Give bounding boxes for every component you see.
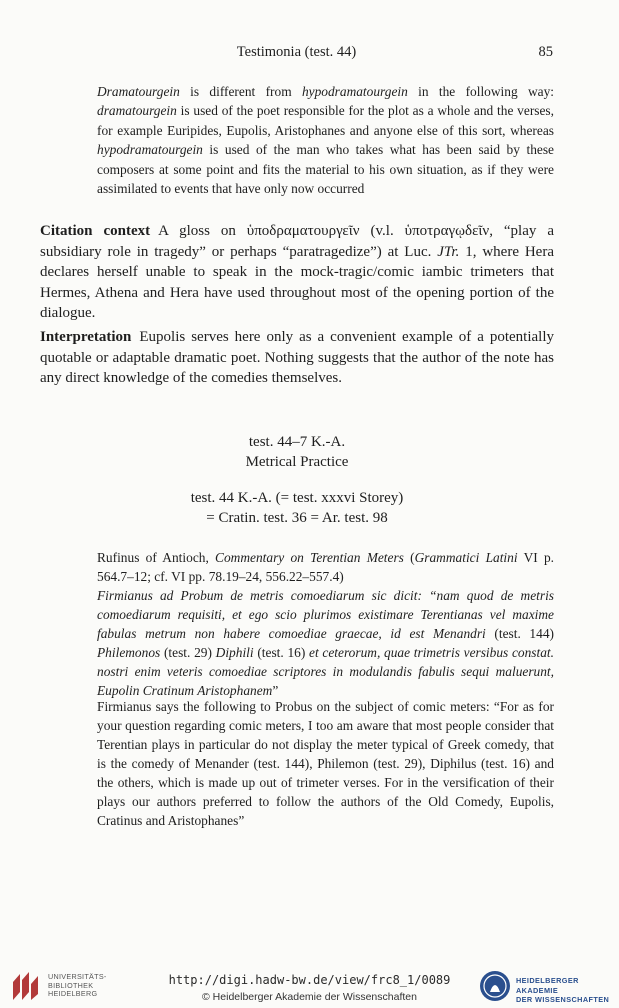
fragment-translation: Firmianus says the following to Probus on the subject of comic meters: “For as for your question regarding comic meters, I too am aware that most people consider that Terentian plays in particular do not display the meter typical of Greek comedy, that is the comedy of Menander (test. 144), Philemon (test. 29), Diphilus (test. 16) and the others, which is made up out of trimeter verses. For in the versification of their plays our authors preferred to follow the authors of the Old Comedy, Eupolis, Cratinus and Aristophanes” (97, 699, 554, 828)
source-paren: ( (403, 550, 415, 565)
academy-logo-icon (479, 970, 511, 1002)
latin-text: Diphili (215, 645, 254, 660)
academy-name-line: DER WISSENSCHAFTEN (516, 995, 610, 1004)
running-title: Testimonia (test. 44) (236, 44, 357, 60)
library-name-line: HEIDELBERG (48, 989, 98, 998)
latin-text: Firmianus ad Probum de metris comoediarum sic dicit: “nam quod de metris comoediarum requisiti, et ego scio plurimos existimare Terentianas vel maxime fabulas metrum non habere comoediae graecae, id est Menandri (97, 588, 554, 641)
quote-text: in the following way: (407, 84, 554, 99)
source-collection: Grammatici Latini (414, 550, 518, 565)
academy-name (516, 976, 619, 1005)
page-number: 85 (538, 44, 553, 60)
latin-reference: (test. 16) (253, 645, 310, 660)
page-header (40, 44, 553, 66)
library-name-line: UNIVERSITÄTS- (48, 972, 107, 981)
citation-text: A gloss on ὑποδραματουργεῖν (v.l. ὑποτραγῳδεῖν, “play a subsidiary role in tragedy” or perhaps “paratragedize”) at Luc. (40, 223, 554, 260)
citation-context-section (40, 221, 554, 324)
test-number: test. 44 K.-A. (= test. xxxvi Storey) (190, 490, 404, 506)
academy-name-line: HEIDELBERGER AKADEMIE (516, 976, 579, 995)
quote-block (97, 82, 554, 198)
quote-term: dramatourgein (97, 103, 177, 119)
source-reference: VI p. 564.7–12; cf. VI pp. 78.19–24, 556.22–557.4) (97, 550, 554, 584)
interpretation-label: Interpretation (40, 329, 132, 345)
interpretation-text: Eupolis serves here only as a convenient example of a potentially quotable or adaptable dramatic poet. Nothing suggests that the author of the note has any direct knowledge of the comedies themselves. (40, 329, 554, 386)
test-cross-reference: = Cratin. test. 36 = Ar. test. 98 (206, 510, 388, 526)
copyright-notice: © Heidelberger Akademie der Wissenschaften (202, 991, 417, 1003)
citation-text: 1, where Hera declares herself unable to speak in the mock-tragic/comic iambic trimeters that Hermes, Athena and Hera have used throughout most of the opening portion of the dialogue. (40, 243, 554, 321)
latin-reference: (test. 144) (485, 626, 554, 641)
latin-reference: (test. 29) (160, 645, 216, 660)
quote-text: is different from (179, 84, 302, 99)
library-name-line: BIBLIOTHEK (48, 980, 94, 990)
quote-text: is used of the poet responsible for the plot as a whole and the verses, for example Euripides, Eupolis, Aristophanes and anyone else of this sort, whereas (97, 103, 554, 138)
citation-context-label: Citation context (40, 223, 151, 239)
source-author: Rufinus of Antioch, (97, 550, 216, 565)
citation-work: JTr. (437, 243, 460, 260)
quote-term: hypodramatourgein (301, 84, 408, 99)
quote-text: is used of the man who takes what has been said by these composers at some point and fits the material to his own situation, as if they were assimilated to events that have only now occurred (97, 142, 554, 197)
test-range-heading (40, 432, 554, 472)
test-range: test. 44–7 K.-A. (248, 434, 346, 450)
latin-text: Philemonos (97, 645, 161, 660)
test-number-heading (40, 488, 554, 528)
page-footer (0, 964, 619, 1008)
quote-term: hypodramatourgein (97, 142, 203, 158)
source-url-link[interactable]: http://digi.hadw-bw.de/view/frc8_1/0089 (168, 973, 451, 987)
latin-close-quote: ” (272, 683, 279, 698)
fragment-source (97, 548, 554, 700)
quote-term: Dramatourgein (97, 84, 180, 99)
source-work: Commentary on Terentian Meters (215, 550, 404, 565)
latin-text: et ceterorum, quae trimetris versibus constat. nostri enim veteris comoediae scriptores in modulandis fabulis sequi maluerunt, Eupolin Cratinum Aristophanem (97, 645, 555, 698)
test-topic: Metrical Practice (245, 454, 349, 470)
interpretation-section (40, 327, 554, 389)
